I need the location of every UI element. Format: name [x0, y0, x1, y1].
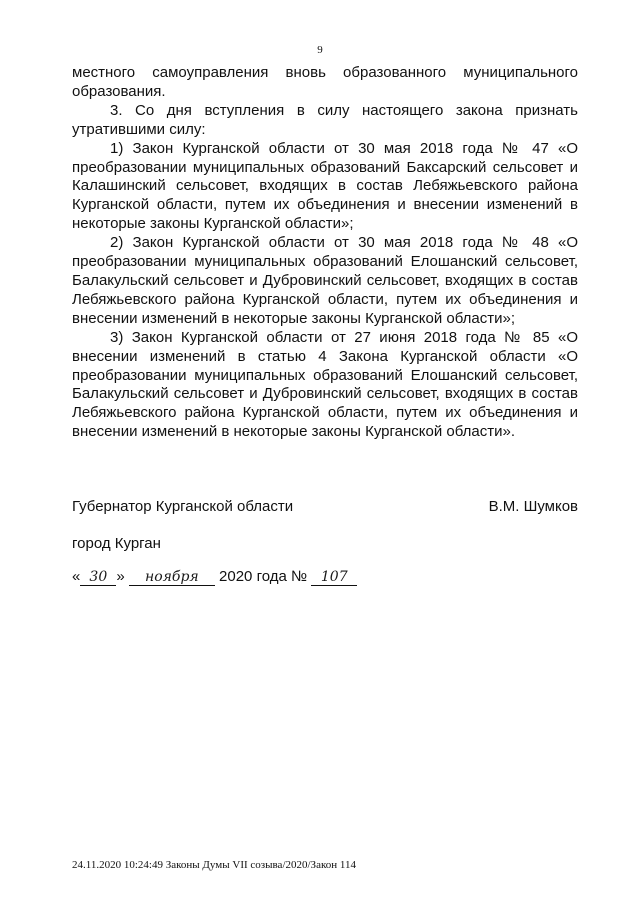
paragraph-item-3: 3. Со дня вступления в силу настоящего закона признать утратившими силу: [72, 101, 578, 138]
date-close-quote: » [116, 568, 125, 585]
date-number-line [72, 567, 357, 586]
footer-file-path: 24.11.2020 10:24:49 Законы Думы VII созыва/2020/Закон 114 [72, 859, 356, 871]
document-body [72, 64, 578, 442]
signatory-name: В.М. Шумков [488, 498, 578, 515]
date-open-quote: « [72, 568, 81, 585]
list-item-law-48: 2) Закон Курганской области от 30 мая 2018 года № 48 «О преобразовании муниципальных образований Елошанский сельсовет, Балакульский сельсовет и Дубровинский сельсовет, входящих в состав Лебяжьевского района Курганской области, путем их объединения и внесении изменений в некоторые законы Курганской области»; [72, 234, 578, 327]
handwritten-month: ноября [129, 569, 215, 586]
date-year-label: 2020 года № [219, 568, 308, 585]
list-item-law-47: 1) Закон Курганской области от 30 мая 2018 года № 47 «О преобразовании муниципальных образований Баксарский сельсовет и Калашинский сельсовет, входящих в состав Лебяжьевского района Курганской области, путем их объединения и внесении изменений в некоторые законы Курганской области»; [72, 139, 578, 233]
signatory-title: Губернатор Курганской области [72, 498, 294, 515]
list-item-law-85: 3) Закон Курганской области от 27 июня 2018 года № 85 «О внесении изменений в статью 4 Закона Курганской области «О преобразовании муниципальных образований Елошанский сельсовет, Балакульский сельсовет и Дубровинский сельсовет, входящих в состав Лебяжьевского района Курганской области, путем их объединения и внесении изменений в некоторые законы Курганской области». [72, 328, 578, 441]
handwritten-law-number: 107 [311, 569, 357, 586]
page-number: 9 [317, 44, 323, 56]
paragraph-continuation: местного самоуправления вновь образованного муниципального образования. [72, 64, 578, 100]
handwritten-day: 30 [80, 569, 116, 586]
city-line: город Курган [72, 535, 161, 552]
